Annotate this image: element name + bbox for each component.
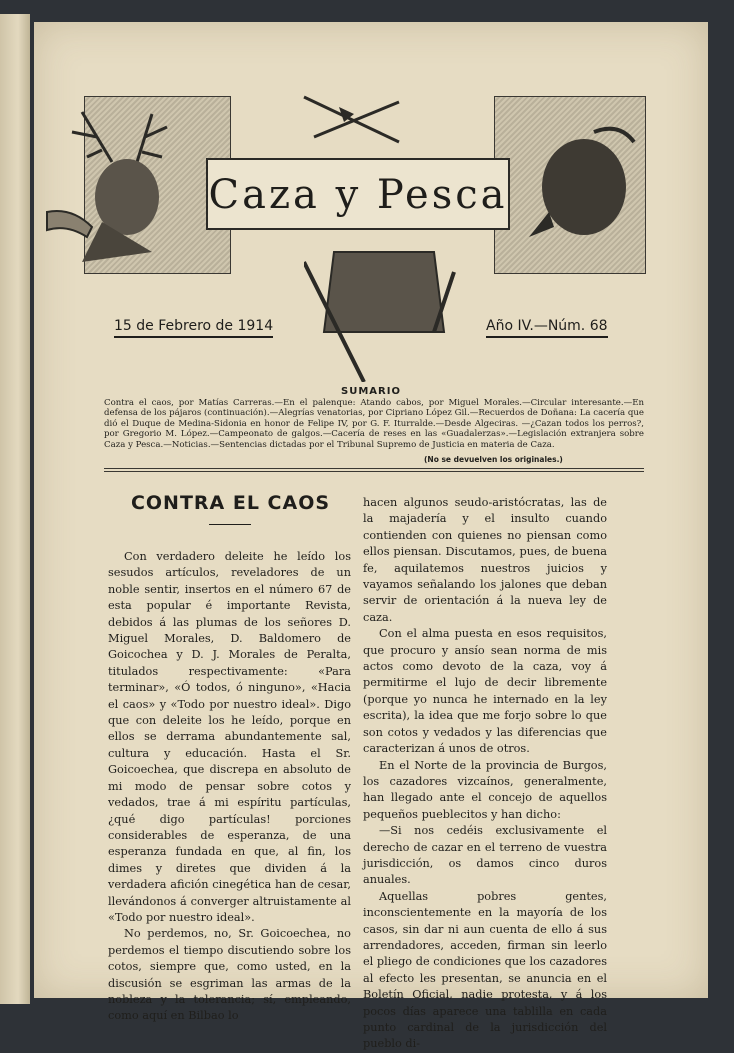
masthead [84, 92, 644, 272]
article-paragraph: Aquellas pobres gentes, inconscientemente en la mayoría de los casos, sin dar ni aun cuenta de ello á sus arrendadores, acceden, firman sin leerlo el pliego de condiciones que los cazadores al efecto les presentan, se anuncia en el Boletín Oficial, nadie protesta, y á los pocos días aparece una tablilla en cada punto cardinal de la jurisdicción del pueblo di- [363, 889, 607, 1051]
publication-title: Caza y Pesca [208, 172, 508, 218]
article-column-1 [108, 549, 351, 1025]
sumario-text [104, 398, 644, 450]
title-banner [206, 158, 510, 230]
stag-head-icon [42, 102, 222, 272]
issue-date: 15 de Febrero de 1914 [114, 318, 273, 338]
boar-head-icon [524, 122, 644, 262]
article-title: CONTRA EL CAOS [130, 492, 331, 514]
hunting-vest-icon [304, 242, 464, 382]
crossed-spear-icon [299, 92, 409, 152]
originals-note: (No se devuelven los originales.) [424, 455, 563, 464]
article-paragraph: hacen algunos seudo-aristócratas, las de la majadería y el insulto cuando contienden con quienes no piensan como ellos piensan. Discutamos, pues, de buena fe, aquilatemos nuestros juicios y vayamos señalando los jalones que deban servir de orientación á la nueva ley de caza. [363, 496, 607, 624]
article-paragraph: —Si nos cedéis exclusivamente el derecho de cazar en el terreno de vuestra jurisdicción, os damos cinco duros anuales. [363, 824, 607, 887]
article-paragraph: No perdemos, no, Sr. Goicoechea, no perdemos el tiempo discutiendo sobre los cotos, siempre que, como usted, en la discusión se esgriman las armas de la nobleza y la tolerancia; sí, empleando, como aquí en Bilbao lo [108, 927, 351, 1023]
article-paragraph: Con verdadero deleite he leído los sesudos artículos, reveladores de un noble sentir, insertos en el número 67 de esta popular é importante Revista, debidos á las plumas de los señores D. Miguel Morales, D. Baldomero de Goicochea y D. J. Morales de Peralta, titulados respectivamente: «Para terminar», «Ó todos, ó ninguno», «Hacia el caos» y «Todo por nuestro ideal». Digo que con deleite los he leído, porque en ellos se derrama abundantemente sal, cultura y educación. Hasta el Sr. Goicoechea, que discrepa en absoluto de mi modo de pensar sobre cotos y vedados, trae á mi espíritu partículas, ¿qué digo partículas! porciones considerables de esperanza, de una esperanza fundada en que, al fin, los dimes y diretes que dividen á la verdadera afición cinegética han de cesar, llevándonos á converger altruistamente al «Todo por nuestro ideal». [108, 550, 351, 924]
sumario-paragraph: Contra el caos, por Matías Carreras.—En el palenque: Atando cabos, por Miguel Morales.—Circular interesante.—En defensa de los pájaros (continuación).—Alegrías venatorias, por Cipriano López Gil.—Recuerdos de Doñana: La cacería que dió el Duque de Medina-Sidonia en honor de Felipe IV, por G. F. Iturralde.—Desde Algeciras. —¿Cazan todos los perros?, por Gregorio M. López.—Campeonato de galgos.—Cacería de reses en las «Guadalerzas».—Legislación extranjera sobre Caza y Pesca.—Noticias.—Sentencias dictadas por el Tribunal Supremo de Justicia en materia de Caza. [104, 398, 644, 450]
facing-page-edge [0, 14, 30, 1004]
divider-rule [104, 471, 644, 472]
article-column-2 [363, 495, 607, 1053]
issue-number: Año IV.—Núm. 68 [486, 318, 608, 338]
title-underline [209, 524, 251, 525]
article-paragraph: Con el alma puesta en esos requisitos, que procuro y ansío sean norma de mis actos como devoto de la caza, voy á permitirme el lujo de decir libremente (porque yo nunca he internado en la ley escrita), la idea que me forjo sobre lo que son cotos y vedados y las diferencias que caracterizan á unos de otros. [363, 627, 607, 756]
divider-rule [104, 468, 644, 469]
magazine-page [34, 22, 708, 1051]
sumario-heading: SUMARIO [341, 386, 401, 397]
article-paragraph: En el Norte de la provincia de Burgos, los cazadores vizcaínos, generalmente, han llegado ante el concejo de aquellos pequeños pueblecitos y han dicho: [363, 758, 607, 821]
